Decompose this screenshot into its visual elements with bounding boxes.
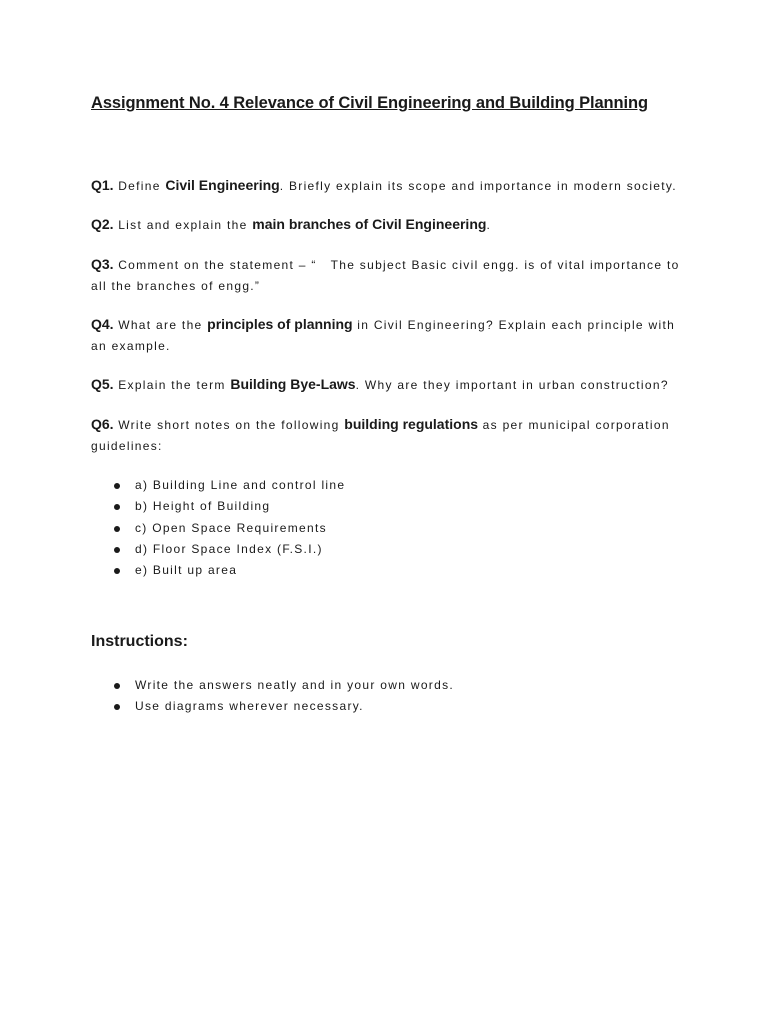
- list-item-text: Use diagrams wherever necessary.: [135, 699, 364, 714]
- question-text: What are the: [113, 318, 208, 332]
- assignment-title: Assignment No. 4 Relevance of Civil Engineering and Building Planning: [91, 94, 648, 112]
- bullet-icon: [114, 704, 120, 710]
- question-number: Q5.: [91, 376, 114, 392]
- bullet-icon: [114, 683, 120, 689]
- instructions-heading: Instructions:: [91, 633, 188, 650]
- list-item-text: c) Open Space Requirements: [135, 520, 327, 535]
- question-text: .: [486, 218, 492, 232]
- list-item: [91, 475, 345, 496]
- question-text: Comment on the statement – “ The subject Basic civil engg. is of vital importance to all the branches of engg.”: [91, 258, 680, 293]
- question-text: Write short notes on the following: [113, 418, 345, 432]
- question-text: Define: [113, 179, 166, 193]
- bullet-icon: [114, 504, 120, 510]
- question-text: Explain the term: [113, 378, 231, 392]
- list-item: [91, 518, 345, 539]
- question-text: in Civil Engineering? Explain each principle with an example.: [91, 318, 676, 353]
- question-keyword: principles of planning: [207, 316, 353, 332]
- list-item-text: e) Built up area: [135, 563, 238, 578]
- list-item: [91, 696, 454, 717]
- question-number: Q2.: [91, 216, 114, 232]
- question-keyword: main branches of Civil Engineering: [252, 216, 487, 232]
- list-item: [91, 675, 454, 696]
- question-6: [91, 414, 681, 457]
- regulations-list: [91, 475, 345, 581]
- question-5: [91, 374, 681, 396]
- question-number: Q4.: [91, 316, 114, 332]
- question-text: . Why are they important in urban construction?: [355, 378, 669, 392]
- bullet-icon: [114, 547, 120, 553]
- list-item-text: d) Floor Space Index (F.S.I.): [135, 541, 323, 556]
- list-item: [91, 560, 345, 581]
- question-4: [91, 314, 681, 357]
- question-keyword: building regulations: [344, 416, 479, 432]
- list-item-text: a) Building Line and control line: [135, 478, 346, 492]
- list-item-text: b) Height of Building: [135, 499, 271, 514]
- question-1: [91, 175, 681, 197]
- question-number: Q3.: [91, 256, 114, 272]
- question-text: as per municipal corporation guidelines:: [91, 418, 670, 453]
- instructions-list: [91, 675, 454, 718]
- question-2: [91, 214, 681, 236]
- question-number: Q1.: [91, 177, 114, 193]
- list-item: [91, 496, 345, 517]
- list-item-text: Write the answers neatly and in your own words.: [135, 678, 454, 692]
- bullet-icon: [114, 526, 120, 532]
- question-3: [91, 254, 681, 297]
- list-item: [91, 539, 345, 560]
- question-number: Q6.: [91, 416, 114, 432]
- bullet-icon: [114, 568, 120, 574]
- bullet-icon: [114, 483, 120, 489]
- question-keyword: Building Bye-Laws: [230, 376, 356, 392]
- question-text: . Briefly explain its scope and importance in modern society.: [279, 179, 677, 193]
- question-text: List and explain the: [113, 218, 253, 232]
- question-keyword: Civil Engineering: [165, 177, 280, 193]
